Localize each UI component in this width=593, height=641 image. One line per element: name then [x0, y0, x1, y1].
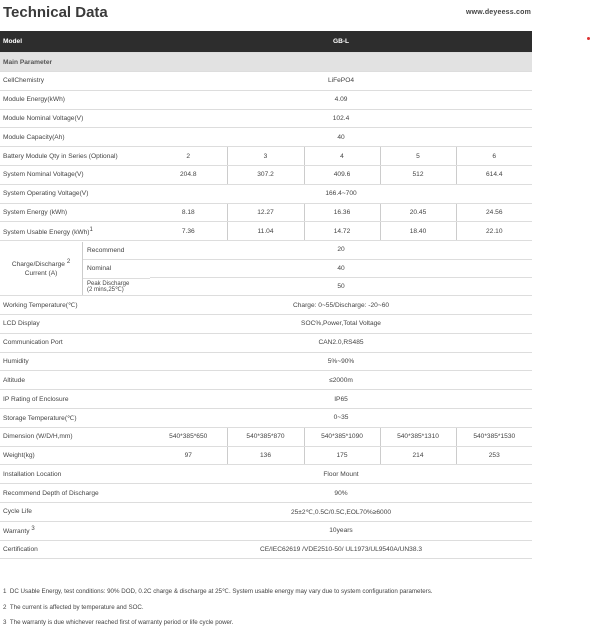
row-value: 6	[456, 147, 532, 166]
nominal-value: 40	[150, 259, 532, 278]
charge-discharge-label	[0, 242, 83, 295]
row-value: 90%	[150, 484, 532, 503]
page-title: Technical Data	[3, 4, 108, 21]
row-value: 540*385*1090	[304, 427, 380, 446]
row-label: CellChemistry	[0, 72, 150, 91]
row-label: Module Capacity(Ah)	[0, 128, 150, 147]
row-value: 5%~90%	[150, 352, 532, 371]
footnote-text: The current is affected by temperature and SOC.	[9, 603, 144, 611]
row-value: 136	[227, 446, 304, 465]
row-label: Recommend Depth of Discharge	[0, 484, 150, 503]
table-row	[0, 408, 532, 427]
table-row	[0, 90, 532, 109]
row-label: Altitude	[0, 371, 150, 390]
peak-label-line1: Peak Discharge	[87, 280, 130, 287]
row-value: 307.2	[227, 165, 304, 184]
table-row	[0, 128, 532, 147]
row-label: System Nominal Voltage(V)	[0, 165, 150, 184]
section-title: Main Parameter	[0, 53, 532, 72]
row-value: Charge: 0~55/Discharge: -20~60	[150, 296, 532, 315]
row-value: ≤2000m	[150, 371, 532, 390]
footnote	[3, 584, 433, 600]
row-value: 4	[304, 147, 380, 166]
row-label: Dimension (W/D/H,mm)	[0, 427, 150, 446]
row-value: Floor Mount	[150, 465, 532, 484]
row-value: 614.4	[456, 165, 532, 184]
footnote-ref: 2	[66, 259, 71, 266]
row-label: Warranty	[3, 528, 30, 536]
table-row	[0, 314, 532, 333]
table-row	[0, 427, 532, 446]
row-value: 16.36	[304, 203, 380, 222]
row-value: 25±2℃,0.5C/0.5C,EOL70%≥6000	[150, 502, 532, 521]
table-row	[0, 165, 532, 184]
section-row	[0, 53, 532, 72]
peak-value: 50	[150, 278, 532, 296]
table-row	[0, 446, 532, 465]
recommend-value: 20	[150, 241, 532, 260]
table-header-row	[0, 31, 532, 53]
row-value: 0~35	[150, 408, 532, 427]
charge-sublabels	[83, 242, 150, 295]
table-row	[0, 502, 532, 521]
row-label: System Energy (kWh)	[0, 203, 150, 222]
row-value: 540*385*650	[150, 427, 227, 446]
table-row	[0, 352, 532, 371]
row-label-cell	[0, 222, 150, 241]
row-value: 10years	[150, 521, 532, 540]
row-label: Battery Module Qty in Series (Optional)	[0, 147, 150, 166]
row-label: Communication Port	[0, 333, 150, 352]
row-value: 166.4~700	[150, 184, 532, 203]
footnote-number: 3	[3, 619, 7, 626]
peak-label-line2: (2 mins,25℃)	[87, 287, 124, 294]
table-row	[0, 333, 532, 352]
row-value: 4.09	[150, 90, 532, 109]
row-value: 3	[227, 147, 304, 166]
row-label: Certification	[0, 540, 150, 559]
table-row	[0, 521, 532, 540]
row-value: CE/IEC62619 /VDE2510-50/ UL1973/UL9540A/UN38.3	[150, 540, 532, 559]
row-value: 5	[380, 147, 456, 166]
table-row	[0, 203, 532, 222]
row-label: Cycle Life	[0, 502, 150, 521]
row-label: Storage Temperature(℃)	[0, 408, 150, 427]
row-label: Installation Location	[0, 465, 150, 484]
row-value: LiFePO4	[150, 72, 532, 91]
row-value: 40	[150, 128, 532, 147]
charge-label-text: Charge/Discharge	[11, 261, 65, 269]
row-value: SOC%,Power,Total Voltage	[150, 314, 532, 333]
header-model: GB-L	[150, 31, 532, 53]
footnote	[3, 600, 433, 616]
row-label: Module Nominal Voltage(V)	[0, 109, 150, 128]
charge-label-line2: Current (A)	[24, 270, 58, 278]
row-value: 12.27	[227, 203, 304, 222]
row-value: 102.4	[150, 109, 532, 128]
row-value: 24.56	[456, 203, 532, 222]
row-value: 20.45	[380, 203, 456, 222]
row-label: Weight(kg)	[0, 446, 150, 465]
header-label: Model	[0, 31, 150, 53]
row-label: Working Temperature(℃)	[0, 296, 150, 315]
charge-label-line1	[0, 258, 82, 269]
table-row	[0, 184, 532, 203]
footnote-text: The warranty is due whichever reached first of warranty period or life cycle power.	[9, 619, 234, 626]
row-label: LCD Display	[0, 314, 150, 333]
footnote-number: 2	[3, 603, 7, 611]
row-value: 97	[150, 446, 227, 465]
row-label: Humidity	[0, 352, 150, 371]
row-value: IP65	[150, 390, 532, 409]
row-value: 14.72	[304, 222, 380, 241]
row-value: 512	[380, 165, 456, 184]
row-value: 409.6	[304, 165, 380, 184]
website-url: www.deyeess.com	[466, 9, 531, 16]
row-value: 253	[456, 446, 532, 465]
table-row	[0, 465, 532, 484]
row-value: 214	[380, 446, 456, 465]
row-label: System Operating Voltage(V)	[0, 184, 150, 203]
table-row	[0, 147, 532, 166]
footnote-ref: 3	[31, 526, 35, 533]
row-value: 7.36	[150, 222, 227, 241]
row-value: 204.8	[150, 165, 227, 184]
table-row	[0, 241, 532, 260]
table-row	[0, 222, 532, 241]
table-row	[0, 390, 532, 409]
footnote-number: 1	[3, 588, 7, 595]
footnote	[3, 615, 433, 631]
row-value: CAN2.0,RS485	[150, 333, 532, 352]
row-value: 2	[150, 147, 227, 166]
row-value: 540*385*1310	[380, 427, 456, 446]
row-value: 18.40	[380, 222, 456, 241]
row-label: System Usable Energy (kWh)	[3, 228, 90, 236]
table-row	[0, 371, 532, 390]
row-value: 11.04	[227, 222, 304, 241]
row-value: 540*385*1530	[456, 427, 532, 446]
table-row	[0, 540, 532, 559]
red-dot-decoration	[587, 37, 590, 40]
table-row	[0, 296, 532, 315]
row-label: IP Rating of Enclosure	[0, 390, 150, 409]
table-row	[0, 72, 532, 91]
footnote-ref: 1	[89, 226, 93, 233]
row-value: 8.18	[150, 203, 227, 222]
recommend-label: Recommend	[83, 242, 150, 261]
row-value: 540*385*870	[227, 427, 304, 446]
nominal-label: Nominal	[83, 260, 150, 279]
row-label: Module Energy(kWh)	[0, 90, 150, 109]
row-value: 175	[304, 446, 380, 465]
footnotes	[3, 584, 433, 631]
footnote-text: DC Usable Energy, test conditions: 90% DOD, 0.2C charge & discharge at 25℃. System usable energy may vary due to system configuration parameters.	[9, 588, 433, 595]
charge-discharge-block	[0, 241, 150, 296]
technical-data-table	[0, 31, 532, 559]
peak-label	[83, 279, 150, 295]
table-row	[0, 109, 532, 128]
row-label-cell	[0, 521, 150, 540]
row-value: 22.10	[456, 222, 532, 241]
table-row	[0, 484, 532, 503]
